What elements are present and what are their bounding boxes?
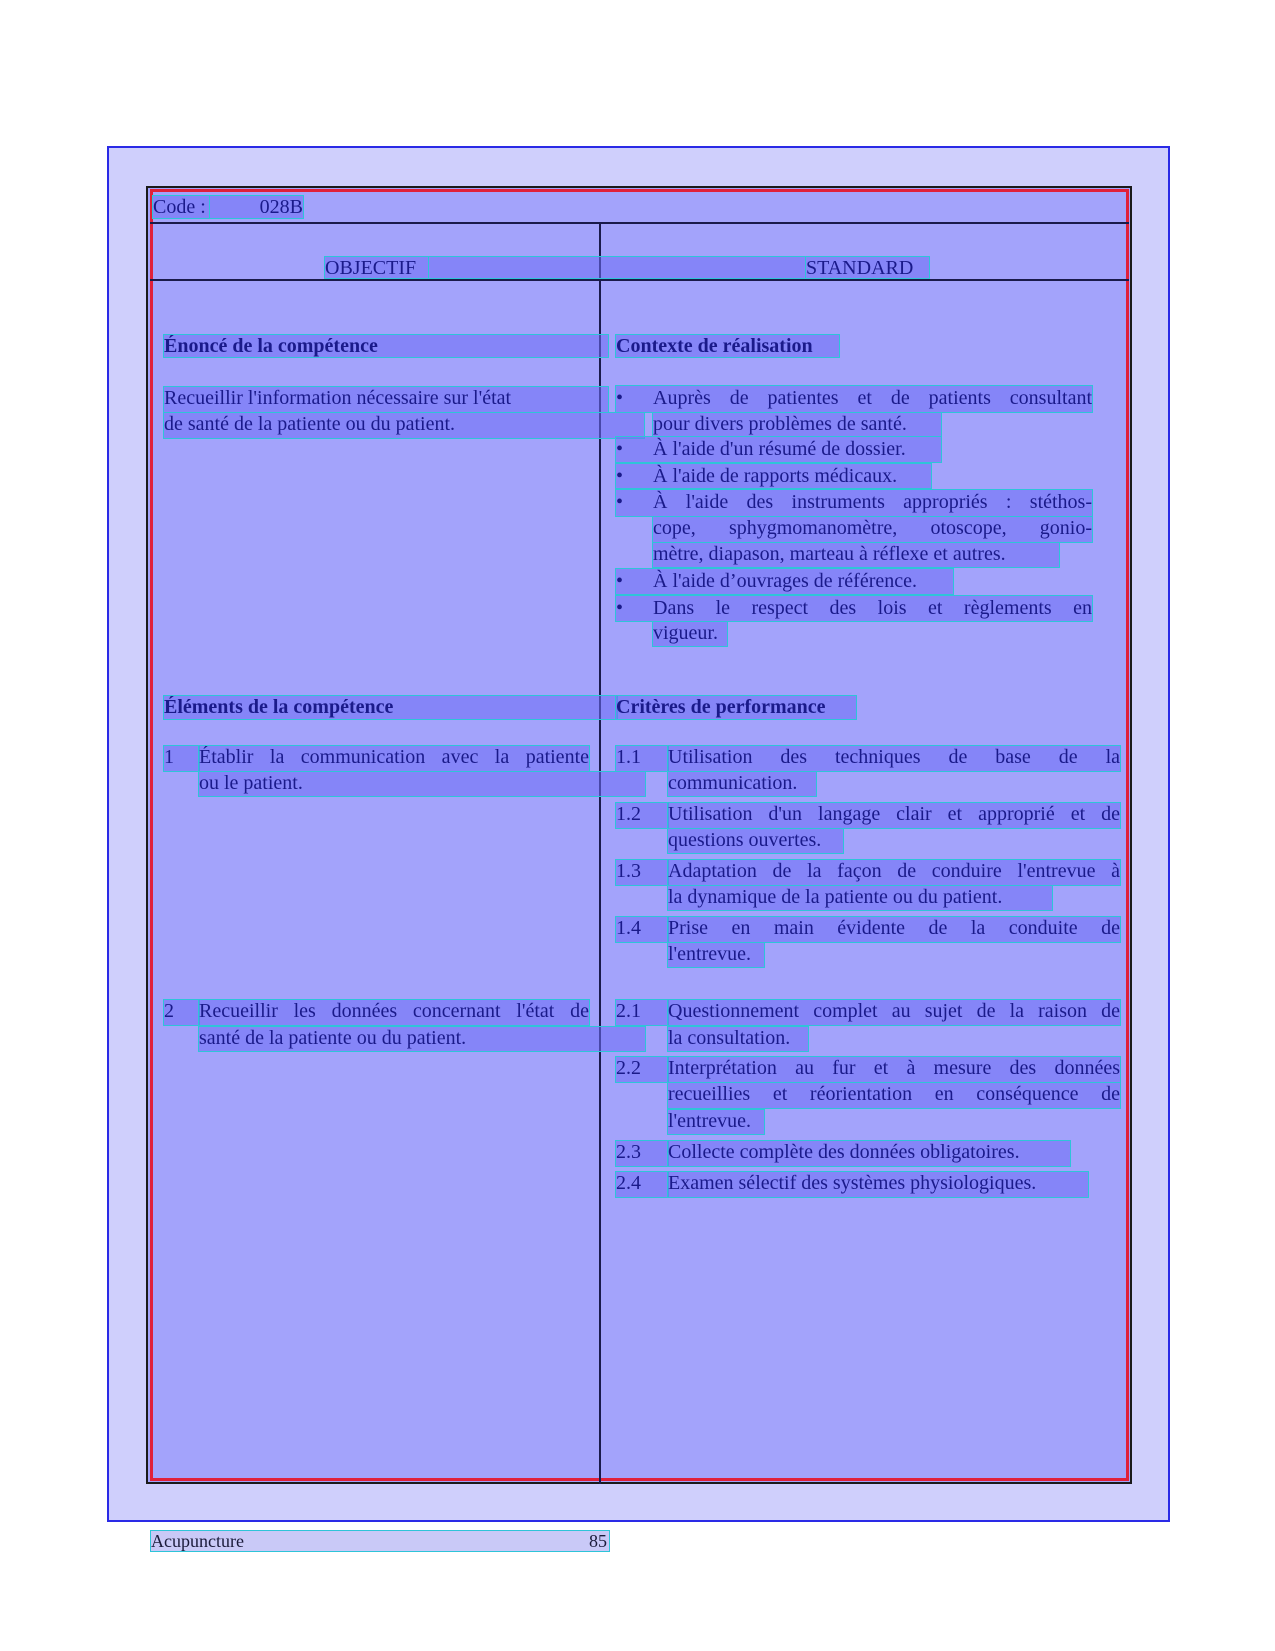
criteres-title: Critères de performance — [616, 696, 856, 719]
enonce-text-line-2: de santé de la patiente ou du patient. — [164, 413, 644, 438]
table-highlight-border — [150, 189, 1129, 1481]
critere-2-2-line-3: l'entrevue. — [668, 1110, 764, 1134]
footer-document-title: Acupuncture — [151, 1531, 244, 1551]
element-1-line-2: ou le patient. — [199, 772, 645, 796]
enonce-text-line-1: Recueillir l'information nécessaire sur l'état — [164, 387, 608, 412]
critere-1-4-line-2: l'entrevue. — [668, 943, 764, 967]
contexte-item-2-line-1: À l'aide d'un résumé de dossier. — [653, 438, 906, 460]
contexte-item-2 — [616, 437, 941, 462]
contexte-item-1-line-2: pour divers problèmes de santé. — [653, 413, 941, 436]
contexte-title: Contexte de réalisation — [616, 335, 839, 357]
footer-page-number: 85 — [589, 1531, 607, 1551]
contexte-item-4-line-1: À l'aide des instruments appropriés : stéthos- — [653, 491, 1092, 513]
critere-2-1-line-1: Questionnement complet au sujet de la raison de — [668, 1000, 1120, 1025]
critere-1-4-number: 1.4 — [616, 917, 668, 942]
critere-1-3-line-2: la dynamique de la patiente ou du patient. — [668, 886, 1052, 910]
bullet: • — [616, 570, 624, 592]
critere-2-3-number: 2.3 — [616, 1141, 668, 1166]
contexte-item-5-line-1: À l'aide d’ouvrages de référence. — [653, 570, 918, 592]
critere-1-1-number: 1.1 — [616, 746, 668, 771]
contexte-item-4-line-3: mètre, diapason, marteau à réflexe et autres. — [653, 543, 1059, 567]
elements-title: Éléments de la compétence — [164, 696, 617, 719]
critere-1-3-line-1: Adaptation de la façon de conduire l'entrevue à — [668, 860, 1120, 885]
element-2-number: 2 — [164, 1000, 199, 1025]
critere-1-3-number: 1.3 — [616, 860, 668, 885]
critere-2-2-number: 2.2 — [616, 1057, 668, 1082]
enonce-title: Énoncé de la compétence — [164, 335, 608, 357]
column-header-spacer — [429, 257, 805, 278]
critere-1-4-line-1: Prise en main évidente de la conduite de — [668, 917, 1120, 942]
element-2-line-1: Recueillir les données concernant l'état de — [199, 1000, 589, 1025]
critere-2-2-line-1: Interprétation au fur et à mesure des données — [668, 1057, 1120, 1082]
bullet: • — [616, 465, 624, 487]
critere-2-1-number: 2.1 — [616, 1000, 668, 1025]
contexte-item-6 — [616, 596, 1092, 621]
element-2-line-2: santé de la patiente ou du patient. — [199, 1027, 645, 1051]
contexte-item-3 — [616, 464, 931, 488]
page-footer — [151, 1531, 609, 1551]
bullet: • — [616, 438, 624, 460]
critere-1-1-line-1: Utilisation des techniques de base de la — [668, 746, 1120, 771]
element-1-number: 1 — [164, 746, 199, 771]
code-value: 028B — [210, 196, 303, 218]
column-header-objectif: OBJECTIF — [325, 257, 428, 278]
columns-divider — [150, 279, 1129, 281]
header-divider — [150, 222, 1129, 224]
bullet: • — [616, 387, 624, 409]
critere-2-4-line-1: Examen sélectif des systèmes physiologiques. — [668, 1172, 1088, 1197]
bullet: • — [616, 491, 624, 513]
contexte-item-3-line-1: À l'aide de rapports médicaux. — [653, 465, 898, 487]
contexte-item-5 — [616, 569, 953, 594]
critere-2-4-number: 2.4 — [616, 1172, 668, 1197]
contexte-item-6-line-1: Dans le respect des lois et règlements en — [653, 597, 1092, 619]
element-1-line-1: Établir la communication avec la patiente — [199, 746, 589, 771]
critere-1-1-line-2: communication. — [668, 772, 816, 796]
critere-2-1-line-2: la consultation. — [668, 1027, 808, 1051]
critere-2-2-line-2: recueillies et réorientation en conséquence de — [668, 1083, 1120, 1108]
contexte-item-4-line-2: cope, sphygmomanomètre, otoscope, gonio- — [653, 517, 1092, 542]
contexte-item-1-line-1: Auprès de patientes et de patients consultant — [653, 387, 1092, 409]
contexte-item-4 — [616, 490, 1092, 516]
critere-1-2-line-2: questions ouvertes. — [668, 829, 843, 853]
critere-1-2-number: 1.2 — [616, 803, 668, 828]
code-label: Code : — [153, 196, 209, 218]
bullet: • — [616, 597, 624, 619]
critere-2-3-line-1: Collecte complète des données obligatoires. — [668, 1141, 1070, 1166]
column-header-standard: STANDARD — [806, 257, 929, 278]
critere-1-2-line-1: Utilisation d'un langage clair et approprié et de — [668, 803, 1120, 828]
contexte-item-6-line-2: vigueur. — [653, 622, 727, 646]
contexte-item-1 — [616, 386, 1092, 412]
